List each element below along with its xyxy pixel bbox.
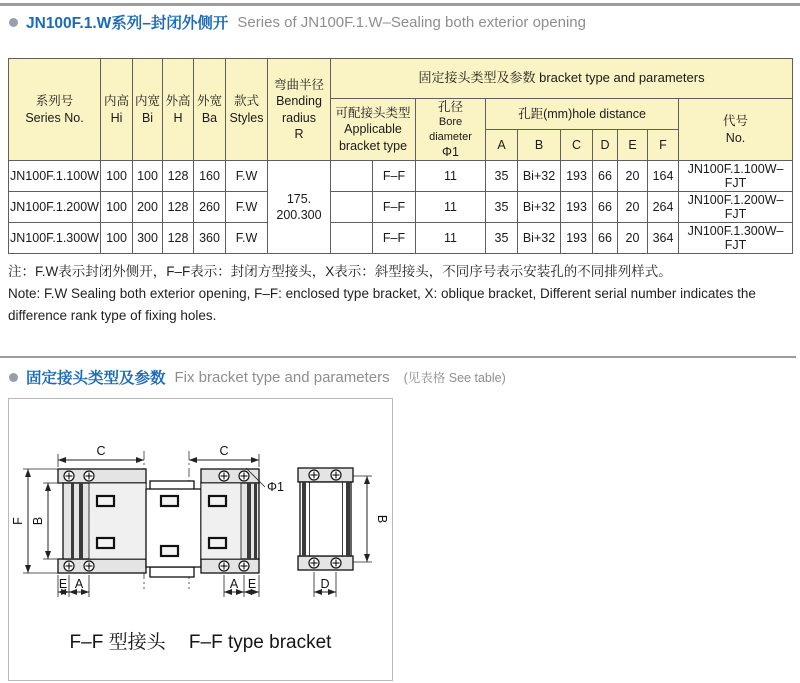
bracket-front-view-right-plate	[201, 469, 259, 573]
col-header-a: A	[486, 129, 518, 161]
bullet-icon	[9, 18, 18, 27]
top-divider	[0, 3, 800, 6]
bracket-front-view-left-plate	[58, 469, 146, 573]
cell-code: JN100F.1.200W–FJT	[679, 192, 793, 223]
cell-blank	[331, 161, 373, 192]
table-row: JN100F.1.300W 100 300 128 360 F.W F–F 11 35 Bi+32 193 66 20 364 JN100F.1.300W–FJT	[9, 223, 793, 254]
col-header-series: 系列号 Series No.	[9, 59, 101, 161]
cell-blank	[331, 223, 373, 254]
col-header-code: 代号 No.	[679, 99, 793, 161]
series-spec-table	[8, 58, 793, 254]
cell-code: JN100F.1.300W–FJT	[679, 223, 793, 254]
table-row: JN100F.1.200W 100 200 128 260 F.W F–F 11 35 Bi+32 193 66 20 264 JN100F.1.200W–FJT	[9, 192, 793, 223]
dimension-label-e-right: E	[247, 577, 257, 591]
bracket-side-view	[298, 468, 353, 570]
bracket-diagram-box	[8, 398, 393, 681]
section1-title	[9, 11, 586, 33]
caption-en: F–F type bracket	[188, 632, 332, 653]
section2-title	[9, 366, 506, 388]
table-row: JN100F.1.100W 100 100 128 160 F.W 175. 200.300 F–F 11 35 Bi+32 193 66 20 164 JN100F.1.100W–FJT	[9, 161, 793, 192]
col-header-bending-radius: 弯曲半径 Bending radius R	[268, 59, 331, 161]
section-divider	[0, 356, 796, 358]
cell-code: JN100F.1.100W–FJT	[679, 161, 793, 192]
col-header-applicable-bracket: 可配接头类型 Applicable bracket type	[331, 99, 416, 161]
dimension-label-phi1: Φ1	[267, 480, 284, 494]
col-header-c: C	[561, 129, 593, 161]
dimension-label-d: D	[320, 577, 330, 591]
note-en: Note: F.W Sealing both exterior opening, F–F: enclosed type bracket, X: oblique bracket, Different serial number indicates the difference rank type of fixing holes.	[8, 285, 756, 323]
cell-bending-radius: 175. 200.300	[268, 161, 331, 254]
col-header-d: D	[593, 129, 618, 161]
section1-title-zh: JN100F.1.W系列–封闭外侧开	[26, 15, 229, 32]
note-zh: 注：F.W表示封闭外侧开，F–F表示：封闭方型接头，X表示：斜型接头，不同序号表示安装孔的不同排列样式。	[8, 264, 672, 279]
col-header-hi: 内高 Hi	[101, 59, 133, 161]
cell-series: JN100F.1.100W	[9, 161, 101, 192]
bracket-drawing	[9, 399, 391, 611]
dimension-label-e-left: E	[58, 577, 68, 591]
see-table-note: (见表格 See table)	[403, 371, 506, 385]
dimension-label-f: F	[11, 517, 25, 525]
dimension-label-b-right: B	[375, 514, 389, 524]
section1-title-en: Series of JN100F.1.W–Sealing both exterior opening	[237, 13, 586, 31]
col-header-ba: 外宽 Ba	[194, 59, 226, 161]
col-header-f: F	[648, 129, 679, 161]
col-header-styles: 款式 Styles	[226, 59, 268, 161]
dimension-label-a-right: A	[229, 577, 239, 591]
col-header-e: E	[618, 129, 648, 161]
section2-title-en: Fix bracket type and parameters	[174, 368, 390, 386]
dimension-label-c-right: C	[219, 444, 229, 458]
cell-blank	[331, 192, 373, 223]
col-header-bore-diameter: 孔径 Bore diameter Φ1	[416, 99, 486, 161]
caption-zh: F–F 型接头	[69, 632, 166, 653]
bullet-icon	[9, 373, 18, 382]
dimension-label-b-left: B	[31, 516, 45, 526]
col-header-bi: 内宽 Bi	[133, 59, 163, 161]
col-header-h: 外高 H	[163, 59, 194, 161]
section2-title-zh: 固定接头类型及参数	[26, 370, 166, 387]
cell-series: JN100F.1.200W	[9, 192, 101, 223]
dimension-label-c-left: C	[96, 444, 106, 458]
col-header-b: B	[518, 129, 561, 161]
cell-series: JN100F.1.300W	[9, 223, 101, 254]
bracket-front-view-center-link	[146, 481, 201, 577]
group-header-bracket: 固定接头类型及参数 bracket type and parameters	[331, 59, 793, 99]
diagram-caption	[9, 627, 392, 654]
table-notes	[8, 261, 794, 327]
col-header-hole-distance: 孔距(mm)hole distance	[486, 99, 679, 130]
dimension-label-a-left: A	[74, 577, 84, 591]
